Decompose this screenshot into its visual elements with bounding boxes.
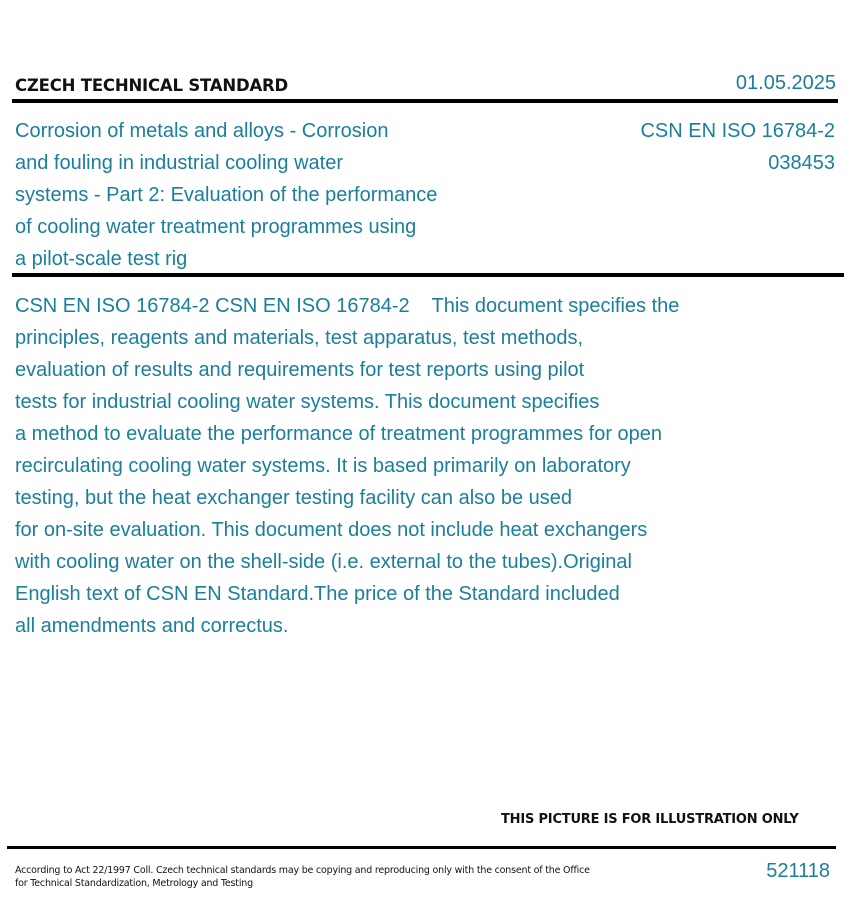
standard-codes <box>640 115 835 179</box>
abstract-line: recirculating cooling water systems. It is based primarily on laboratory <box>15 455 631 477</box>
header-date: 01.05.2025 <box>735 72 836 94</box>
abstract-line: with cooling water on the shell-side (i.e. external to the tubes).Original <box>15 551 632 573</box>
title-line: systems - Part 2: Evaluation of the performance <box>15 184 438 206</box>
section-rule <box>12 273 844 277</box>
title-line: and fouling in industrial cooling water <box>15 152 343 174</box>
abstract-line: a method to evaluate the performance of treatment programmes for open <box>15 423 663 445</box>
title-line: of cooling water treatment programmes using <box>15 216 417 238</box>
illustration-note: THIS PICTURE IS FOR ILLUSTRATION ONLY <box>501 812 799 827</box>
abstract-line: English text of CSN EN Standard.The price of the Standard included <box>15 583 620 605</box>
abstract-line: testing, but the heat exchanger testing facility can also be used <box>15 487 573 509</box>
standard-title <box>15 115 495 275</box>
top-rule <box>12 99 838 103</box>
abstract-line: for on-site evaluation. This document does not include heat exchangers <box>15 519 648 541</box>
header-label: CZECH TECHNICAL STANDARD <box>15 76 289 95</box>
abstract-line: all amendments and correctus. <box>15 615 289 637</box>
abstract-line: evaluation of results and requirements for test reports using pilot <box>15 359 585 381</box>
title-line: a pilot-scale test rig <box>15 248 188 270</box>
standard-number: CSN EN ISO 16784-2 <box>640 120 835 142</box>
abstract-line: CSN EN ISO 16784-2 CSN EN ISO 16784-2 This document specifies the <box>15 295 680 317</box>
footer-rule <box>7 846 836 849</box>
footer-code: 521118 <box>766 860 830 882</box>
legal-line: for Technical Standardization, Metrology and Testing <box>15 878 253 889</box>
catalog-number: 038453 <box>768 152 835 174</box>
legal-line: According to Act 22/1997 Coll. Czech technical standards may be copying and reproducing only with the consent of the Office <box>15 865 590 876</box>
abstract-line: tests for industrial cooling water systems. This document specifies <box>15 391 600 413</box>
footer-legal-note <box>15 864 590 890</box>
title-line: Corrosion of metals and alloys - Corrosion <box>15 120 389 142</box>
abstract-line: principles, reagents and materials, test apparatus, test methods, <box>15 327 584 349</box>
abstract <box>15 290 775 642</box>
